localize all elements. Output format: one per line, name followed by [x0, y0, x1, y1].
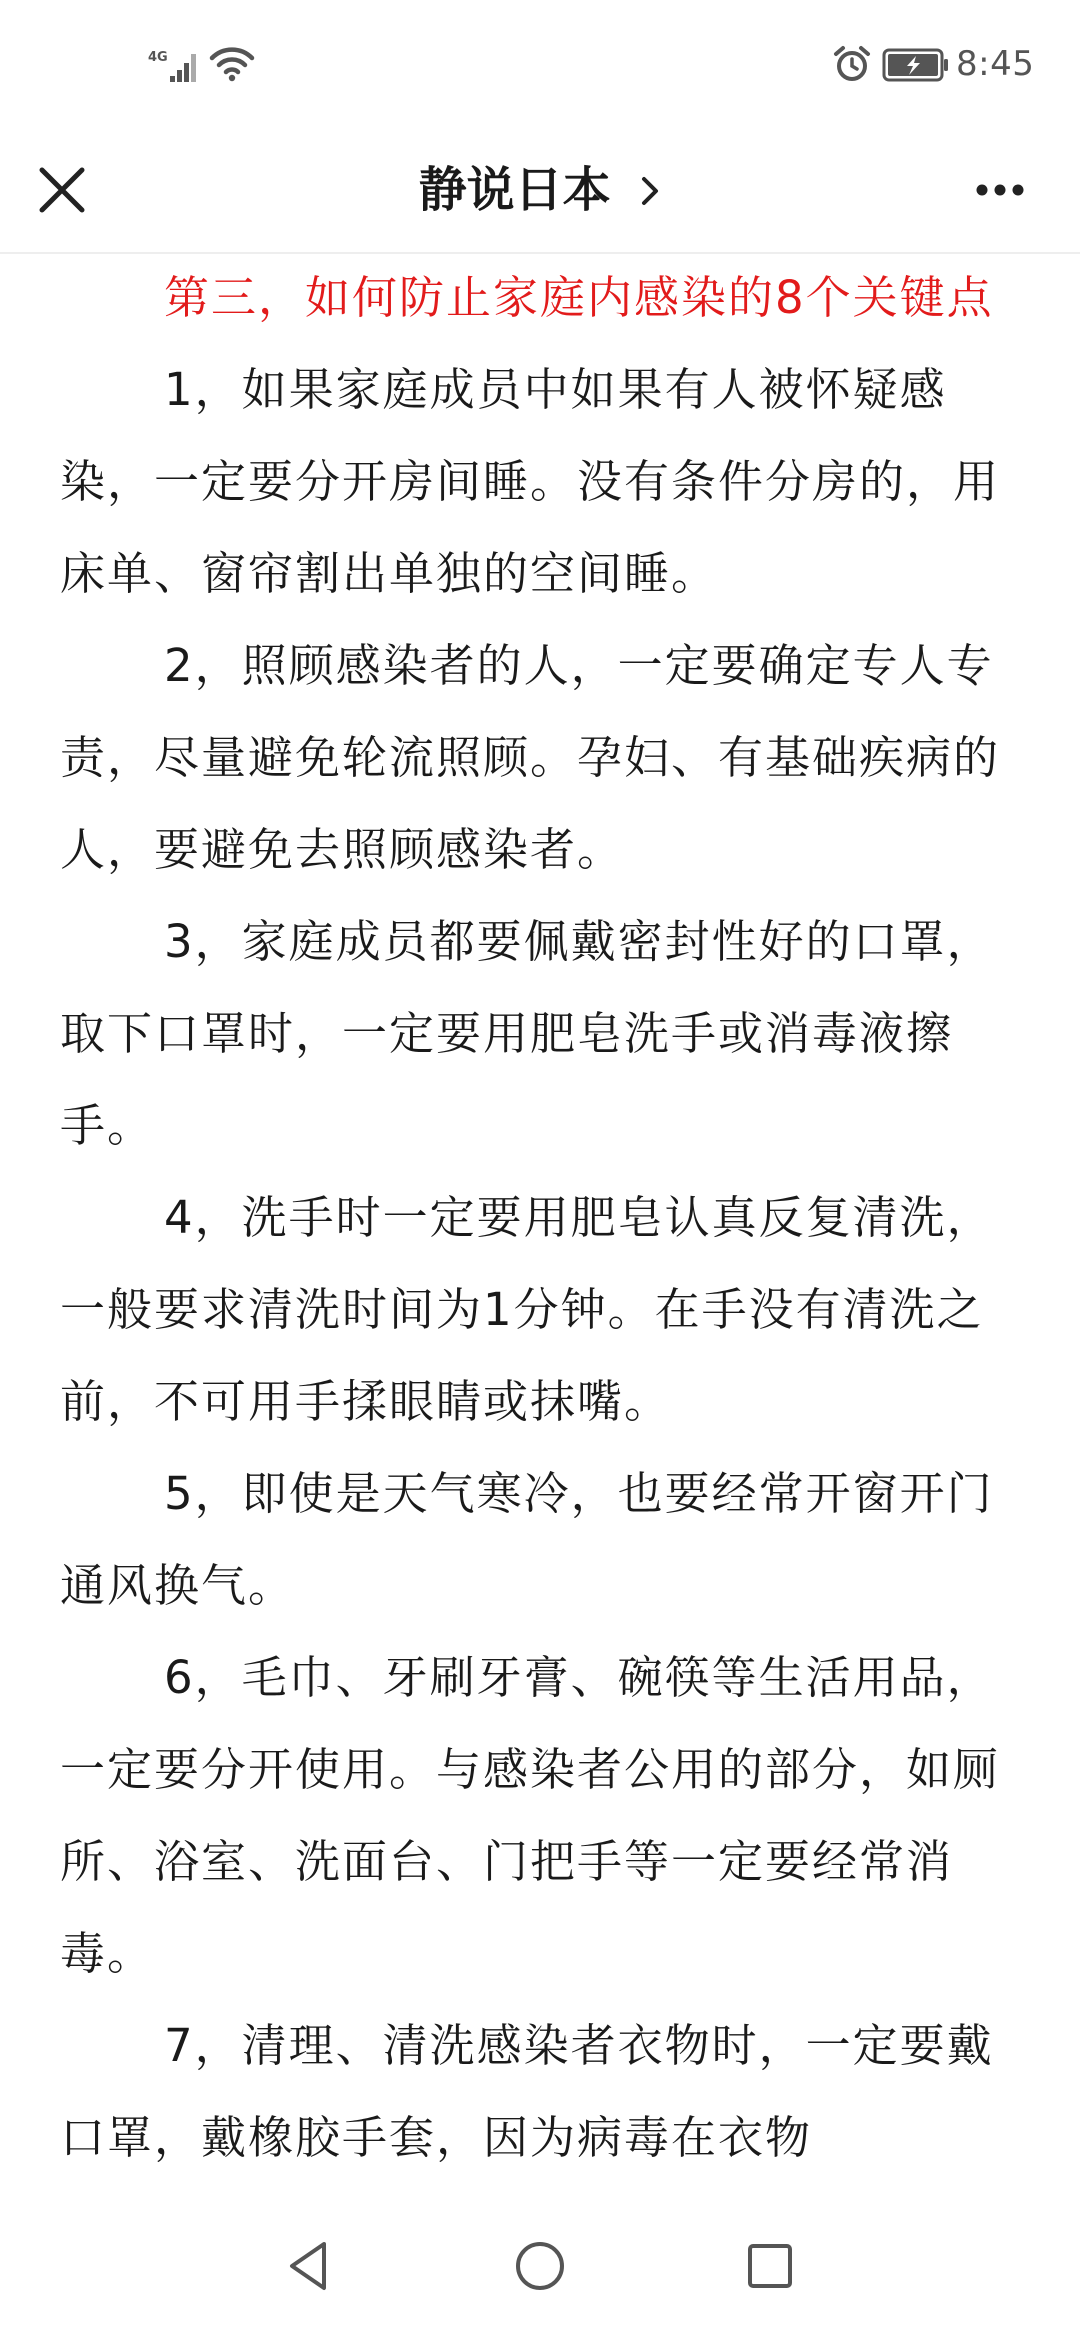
- article-paragraph-2: 2，照顾感染者的人，一定要确定专人专责，尽量避免轮流照顾。孕妇、有基础疾病的人，要避免去照顾感染者。: [60, 639, 1001, 876]
- page-title-bar: [0, 154, 1080, 226]
- battery-charging-icon: [882, 48, 950, 82]
- back-icon[interactable]: [280, 2236, 340, 2296]
- recents-icon[interactable]: [740, 2236, 800, 2296]
- status-bar: [0, 0, 1080, 130]
- network-type-label: 4G: [148, 50, 168, 65]
- close-icon[interactable]: [26, 154, 98, 226]
- system-nav-bar: [0, 2212, 1080, 2340]
- alarm-icon: [832, 44, 872, 84]
- article-paragraph-7: 7，清理、清洗感染者衣物时，一定要戴口罩，戴橡胶手套，因为病毒在衣物: [60, 2019, 994, 2164]
- status-time: 8:45: [956, 44, 1035, 84]
- home-icon[interactable]: [510, 2236, 570, 2296]
- signal-icon: [148, 48, 200, 84]
- article-paragraph-3: 3，家庭成员都要佩戴密封性好的口罩，取下口罩时，一定要用肥皂洗手或消毒液擦手。: [60, 915, 994, 1152]
- article-paragraph-5: 5，即使是天气寒冷，也要经常开窗开门通风换气。: [60, 1467, 994, 1612]
- article-body: [60, 252, 1022, 2212]
- article-heading: 第三，如何防止家庭内感染的8个关键点: [164, 271, 994, 324]
- account-title-link[interactable]: [419, 154, 662, 226]
- article-paragraph-1: 1，如果家庭成员中如果有人被怀疑感染，一定要分开房间睡。没有条件分房的，用床单、窗帘割出单独的空间睡。: [60, 363, 1001, 600]
- page-title: 静说日本: [418, 162, 611, 218]
- app-header: [0, 130, 1080, 254]
- more-dots-icon[interactable]: [958, 154, 1042, 226]
- wifi-icon: [208, 44, 256, 84]
- article-paragraph-6: 6，毛巾、牙刷牙膏、碗筷等生活用品，一定要分开使用。与感染者公用的部分，如厕所、浴室、洗面台、门把手等一定要经常消毒。: [60, 1651, 1001, 1980]
- article-paragraph-4: 4，洗手时一定要用肥皂认真反复清洗，一般要求清洗时间为1分钟。在手没有清洗之前，不可用手揉眼睛或抹嘴。: [60, 1191, 994, 1428]
- chevron-right-icon: [639, 174, 661, 208]
